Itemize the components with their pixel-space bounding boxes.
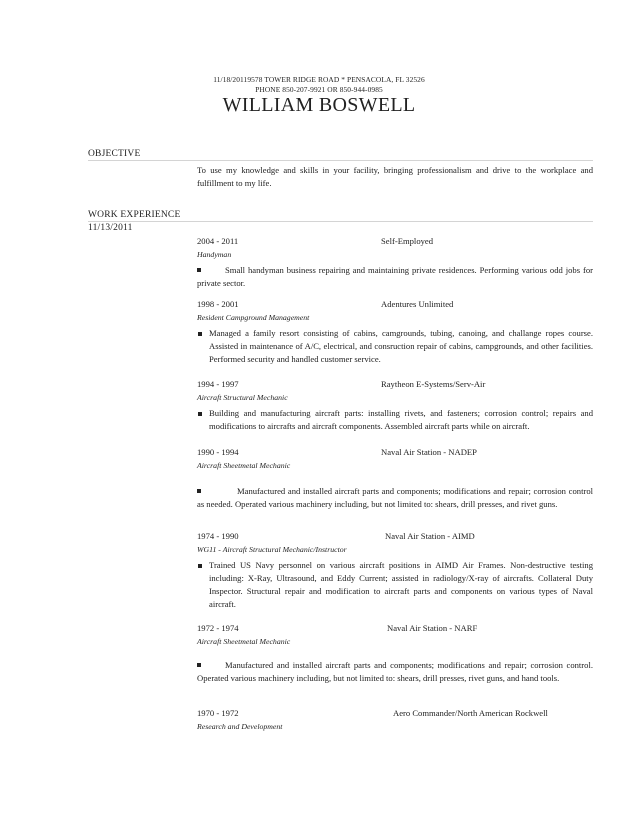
job-dates: 1998 - 2001 [197, 299, 239, 309]
job-title: Aircraft Sheetmetal Mechanic [197, 461, 291, 470]
job-company: Naval Air Station - NADEP [381, 447, 477, 457]
work-experience-divider [88, 221, 593, 222]
job-title: WG11 - Aircraft Structural Mechanic/Instructor [197, 545, 347, 554]
job-dates: 1990 - 1994 [197, 447, 239, 457]
job-company: Self-Employed [381, 236, 434, 246]
job-dates: 1970 - 1972 [197, 708, 239, 718]
bullet-square-icon [197, 489, 201, 493]
job-dates: 1972 - 1974 [197, 623, 239, 633]
job-bullet: Managed a family resort consisting of cabins, camgrounds, tubing, canoing, and challange ropes course. Assisted in maintenance of A/C, electrical, and consruction repair of cabins, campgrounds, and other facilities. Performed security and handled customer service. [197, 327, 593, 366]
bullet-square-icon [197, 663, 201, 667]
job-bullet: Manufactured and installed aircraft parts and components; modifications and repair; corrosion control as needed. Operated various machinery including, but not limited to: shears, drill presses, and rivet guns. [197, 486, 593, 509]
objective-divider [88, 160, 593, 161]
job-title: Aircraft Structural Mechanic [197, 393, 288, 402]
work-experience-date: 11/13/2011 [88, 223, 133, 233]
phone-line: PHONE 850-207-9921 OR 850-944-0985 [255, 85, 383, 94]
job-company: Raytheon E-Systems/Serv-Air [381, 379, 486, 389]
job-company: Aero Commander/North American Rockwell [393, 708, 548, 718]
job-company: Adentures Unlimited [381, 299, 454, 309]
candidate-name: WILLIAM BOSWELL [222, 94, 416, 116]
job-company: Naval Air Station - AIMD [385, 531, 475, 541]
job-title: Aircraft Sheetmetal Mechanic [197, 637, 291, 646]
job-dates: 2004 - 2011 [197, 236, 239, 246]
bullet-square-icon [198, 412, 202, 416]
job-bullet: Manufactured and installed aircraft parts and components; modifications and repair; corrosion control. Operated various machinery including, but not limited to: shears, drill presses, rivet guns, and hand tools. [197, 660, 593, 683]
bullet-square-icon [198, 564, 202, 568]
job-title: Handyman [197, 250, 232, 259]
job-company: Naval Air Station - NARF [387, 623, 478, 633]
job-bullet: Small handyman business repairing and maintaining private residences. Performing various odd jobs for private sector. [197, 265, 593, 288]
job-bullet: Building and manufacturing aircraft parts: installing rivets, and fasteners; corrosion control; repairs and modifications to aircrafts and aircraft components. Assembled aircraft parts while on aircraft. [197, 407, 593, 433]
job-dates: 1974 - 1990 [197, 531, 239, 541]
job-dates: 1994 - 1997 [197, 379, 239, 389]
job-title: Resident Campground Management [197, 313, 310, 322]
job-bullet: Trained US Navy personnel on various aircraft positions in AIMD Air Frames. Non-destructive testing including: X-Ray, Ultrasound, and Eddy Current; assisted in radiology/X-ray of aircrafts. Collateral Duty Inspector. Structural repair and modification to aircraft parts and components on various types of Naval aircraft. [197, 559, 593, 611]
address-line: 11/18/20119578 TOWER RIDGE ROAD * PENSACOLA, FL 32526 [213, 75, 425, 84]
bullet-square-icon [198, 332, 202, 336]
bullet-square-icon [197, 268, 201, 272]
objective-text: To use my knowledge and skills in your facility, bringing professionalism and drive to the workplace and fulfillment to my life. [197, 165, 593, 188]
objective-heading: OBJECTIVE [88, 149, 141, 159]
job-title: Research and Development [197, 722, 283, 731]
work-experience-heading: WORK EXPERIENCE [88, 210, 181, 220]
